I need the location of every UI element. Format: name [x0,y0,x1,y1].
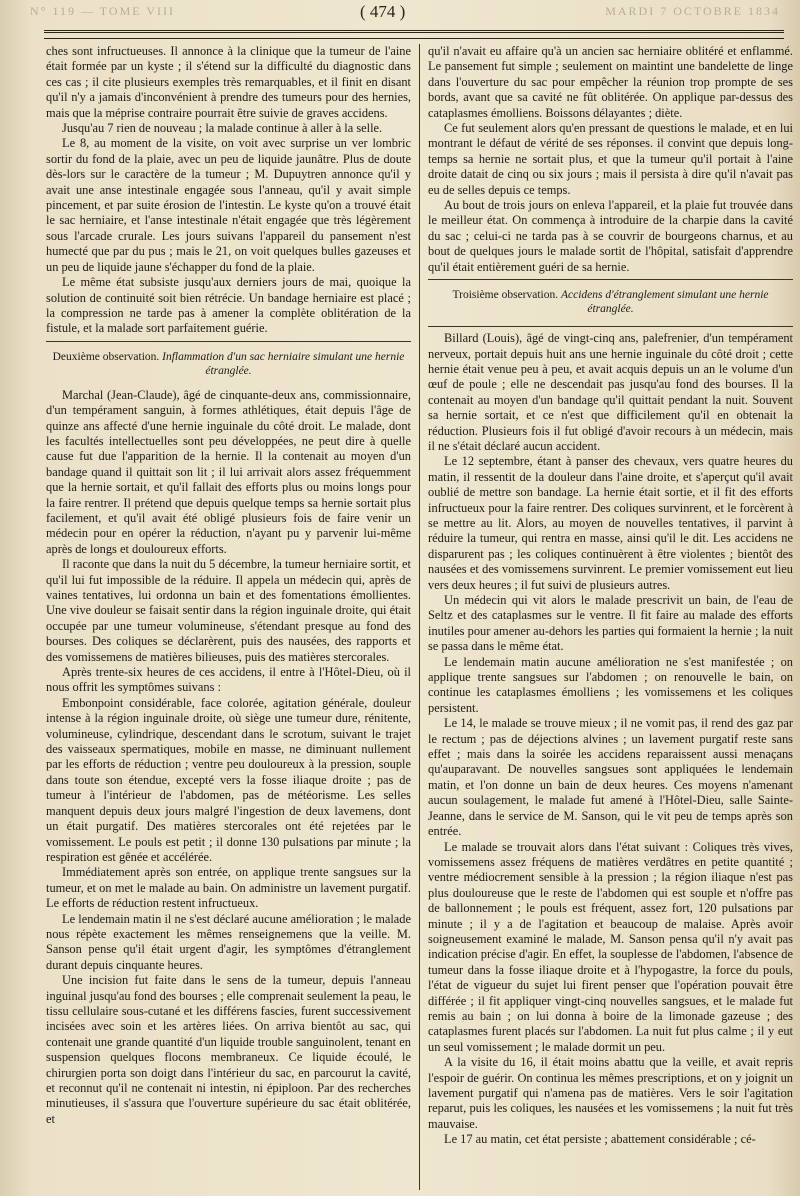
observation-title: Inflammation d'un sac herniaire simulant une hernie étranglée. [162,350,405,377]
observation-label: Deuxième observation. [52,350,163,363]
paragraph: Le malade se trouvait alors dans l'état suivant : Coliques très vives, vomissemens assez fréquens de matières verdâtres en petite quantité ; ventre médiocrement sensible à la pression ; la région iliaque n'est pas plus douloureuse que le reste de l'abdomen qui est souple et n'offre pas de ballonnement ; le pouls est fréquent, assez fort, 120 pulsations par minute ; il y a de l'agitation et beaucoup de malaise. Après avoir soigneusement examiné le malade, M. Sanson pensa qu'il n'y avait pas indication précise d'agir. En effet, la souplesse de l'abdomen, l'absence de tumeur dans la fosse iliaque droite et à l'hypogastre, la force du pouls, l'état de vigueur du sujet lui firent penser que l'opération pouvait être différée ; il fit appliquer vingt-cinq nouvelles sangsues, et le malade fut remis au bain ; on lui donna à boire de la limonade gazeuse ; des cataplasmes furent placés sur l'abdomen. La nuit fut plus calme ; il y eut un seul vomissement ; le malade dormit un peu. [428,839,793,1054]
observation-label: Troisième observation. [452,289,561,302]
section-rule [46,341,411,342]
paragraph: Le lendemain matin il ne s'est déclaré aucune amélioration ; le malade nous répète exactement les mêmes renseignemens que la veille. M. Sanson pense qu'il était urgent d'agir, les symptômes d'étranglement durant depuis cinquante heures. [46,911,411,972]
paragraph: Billard (Louis), âgé de vingt-cinq ans, palefrenier, d'un tempérament nerveux, portait depuis huit ans une hernie inguinale du côté droit ; cette hernie était venue peu à peu, et avait acquis depuis un an le volume d'un œuf de poule ; elle ne descendait pas jusqu'au fond des bourses. Il la contenait au moyen d'un bandage qu'il quittait pendant la nuit. Souvent sa hernie sortait, et ce n'est que difficilement qu'il en obtenait la réduction. Plusieurs fois il fut obligé d'avoir recours à un médecin, mais il ne s'était déclaré aucun accident. [428,331,793,453]
paragraph: Le 8, au moment de la visite, on voit avec surprise un ver lombric sortir du fond de la plaie, avec un peu de liquide jaunâtre. Plus de doute dès-lors sur le caractère de la tumeur ; M. Dupuytren annonce qu'il y avait une anse intestinale engagée sous l'anneau, qu'il y avait simple pincement, et par suite érosion de l'intestin. Le kyste qu'on a trouvé était le sac herniaire, et l'anse intestinale n'était engagée que très légèrement sous l'arcade crurale. Les jours suivans l'appareil du pansement n'est humecté que par du pus ; mais le 21, on voit quelques bulles gazeuses et un peu de liquide jaune s'échapper du fond de la plaie. [46,136,411,274]
paragraph: Marchal (Jean-Claude), âgé de cinquante-deux ans, commissionnaire, d'un tempérament sanguin, à formes athlétiques, était depuis l'âge de quinze ans affecté d'une hernie inguinale du côté droit. Le malade, dont les facultés intellectuelles sont peu développées, ne peut dire à quelle cause fut due l'apparition de la hernie. Il la contenait au moyen d'un bandage quand il quittait son lit ; il lui arrivait alors assez fréquemment que la hernie sortait, et qu'il fallait des efforts plus ou moins longs pour la faire rentrer. Il prétend que depuis quelque temps sa hernie sortait plus facilement, et qu'il avait été obligé plusieurs fois de faire venir un médecin pour en opérer la réduction, n'ayant pu y parvenir lui-même après de longs et douloureux efforts. [46,387,411,556]
paragraph: ches sont infructueuses. Il annonce à la clinique que la tumeur de l'aine était formée par un kyste ; il s'étend sur la difficulté du diagnostic dans ces cas ; il cite plusieurs exemples très remarquables, et il finit en disant qu'il n'y a jamais d'inconvénient à prendre des tumeurs pour des hernies, mais que la méprise contraire pourrait être suivie de graves accidens. [46,44,411,120]
paragraph: Il raconte que dans la nuit du 5 décembre, la tumeur herniaire sortit, et qu'il lui fut impossible de la réduire. Il appela un médecin qui, après de vaines tentatives, lui ordonna un bain et des fomentations émollientes. Une vive douleur se faisait sentir dans la région inguinale droite, qui était occupée par une tumeur volumineuse, s'étendant presque au fond des bourses. Des coliques se déclarèrent, puis des nausées, des rapports et des vomissemens de matières bilieuses, puis des matières stercorales. [46,557,411,664]
running-head-right: MARDI 7 OCTOBRE 1834 [605,4,780,18]
running-head-left: N° 119 — TOME VIII [30,4,176,18]
section-rule [428,279,793,280]
paragraph: A la visite du 16, il était moins abattu que la veille, et avait repris l'espoir de guérir. On continua les mêmes prescriptions, et on y joignit un lavement purgatif qui n'amena pas de matières. Vers le soir l'agitation reparut, puis les coliques, les nausées et les vomissemens ; la nuit fut très mauvaise. [428,1055,793,1131]
observation-heading [46,350,411,378]
paragraph: Le 14, le malade se trouve mieux ; il ne vomit pas, il rend des gaz par le rectum ; pas de déjections alvines ; un lavement purgatif reste sans effet ; mais dans la soirée les accidens reparaissent aussi menaçans qu'auparavant. De nouvelles sangsues sont appliquées le lendemain matin, et l'on donne un bain de deux heures. Ces moyens n'amenant aucun soulagement, le malade fut amené à l'Hôtel-Dieu, salle Sainte-Jeanne, dans le service de M. Sanson, qui le vit peu de temps après son entrée. [428,716,793,839]
right-column [428,44,793,1190]
paragraph: Le même état subsiste jusqu'aux derniers jours de mai, quoique la solution de continuité soit bien rétrécie. Un bandage herniaire est placé ; la compression ne tarde pas à amener la complète oblitération de la fistule, et la malade sort parfaitement guérie. [46,275,411,336]
left-column [46,44,411,1190]
paragraph: Jusqu'au 7 rien de nouveau ; la malade continue à aller à la selle. [62,121,383,136]
paragraph: Au bout de trois jours on enleva l'appareil, et la plaie fut trouvée dans le meilleur état. On commença à introduire de la charpie dans la cavité du sac ; celui-ci ne tarda pas à se couvrir de bourgeons charnus, et au bout de quelques jours le malade sortit de l'hôpital, satisfait d'apprendre qu'il était entièrement guéri de sa hernie. [428,198,793,274]
page-number: ( 474 ) [360,2,406,21]
paragraph: Embonpoint considérable, face colorée, agitation générale, douleur intense à la région inguinale droite, où siège une tumeur dure, rénitente, volumineuse, cylindrique, descendant dans le scrotum, suivant le trajet des vaisseaux spermatiques, mobile en masse, ne diminuant nullement par les efforts de réduction ; ventre peu douloureux à la pression, souple dans toute son étendue, excepté vers la fosse iliaque droite ; pas de tumeur à l'intérieur de l'abdomen, pas de météorisme. Les selles manquent depuis deux jours malgré l'ingestion de deux lavemens, dont un était purgatif. Des matières stercorales ont été rejetées par le vomissement. Le pouls est petit ; il donne 130 pulsations par minute ; la respiration est gênée et accélérée. [46,695,411,864]
paragraph: Immédiatement après son entrée, on applique trente sangsues sur la tumeur, et on met le malade au bain. On administre un lavement purgatif. Le efforts de réduction restent infructueux. [46,865,411,911]
paragraph: Après trente-six heures de ces accidens, il entre à l'Hôtel-Dieu, où il nous offrit les symptômes suivans : [46,665,411,695]
column-divider [419,44,420,1190]
header-rule [44,30,784,39]
section-rule [428,326,793,327]
paragraph: Une incision fut faite dans le sens de la tumeur, depuis l'anneau inguinal jusqu'au fond des bourses ; elle comprenait seulement la peau, le tissu cellulaire sous-cutané et les différens fascies, furent successivement incisées avec soin et les artères liées. On arriva bientôt au sac, qui contenait une grande quantité d'un liquide trouble sanguinolent, tenant en suspension quelques flocons membraneux. Ce liquide écoulé, le chirurgien porta son doigt dans l'intérieur du sac, en parcourut la cavité, et reconnut qu'il ne contenait ni intestin, ni épiploon. Par des recherches minutieuses, il s'assura que l'ouverture supérieure du sac était oblitérée, et [46,973,411,1126]
paragraph: qu'il n'avait eu affaire qu'à un ancien sac herniaire oblitéré et enflammé. Le pansement fut simple ; seulement on maintint une bandelette de linge dans l'ouverture du sac pour empêcher la réunion trop prompte de ses bords, avant que sa cavité ne fût oblitérée. On applique par-dessus des cataplasmes émolliens. Boissons délayantes ; diète. [428,44,793,120]
paragraph: Le 17 au matin, cet état persiste ; abattement considérable ; cé- [444,1132,756,1147]
paragraph: Ce fut seulement alors qu'en pressant de questions le malade, et en lui montrant le défaut de vérité de ses réponses. il convint que depuis long-temps sa hernie ne sortait plus, et que la tumeur qu'il portait à l'aine droite datait de cinq ou six jours ; mais il persista à dire qu'il n'avait pas eu de selles depuis ce temps. [428,121,793,197]
observation-heading [428,288,793,316]
text-columns [46,44,796,1190]
paragraph: Le lendemain matin aucune amélioration ne s'est manifestée ; on applique trente sangsues sur l'abdomen ; on renouvelle le bain, on continue les cataplasmes émolliens ; les vomissemens et les coliques persistent. [428,654,793,715]
paragraph: Un médecin qui vit alors le malade prescrivit un bain, de l'eau de Seltz et des cataplasmes sur le ventre. Il fit faire au malade des efforts inutiles pour amener au-dehors les parties qui formaient la hernie ; la nuit se passa dans le même état. [428,593,793,654]
observation-title: Accidens d'étranglement simulant une hernie étranglée. [561,289,769,316]
paragraph: Le 12 septembre, étant à panser des chevaux, vers quatre heures du matin, il ressentit de la douleur dans l'aine droite, et s'aperçut qu'il avait oublié de mettre son bandage. La hernie était sortie, et il fit des efforts infructueux pour la faire rentrer. Des coliques survinrent, et le forcèrent à se mettre au lit. Alors, au moyen de nouvelles tentatives, il parvint à réduire la tumeur, qui rentra en masse, ainsi qu'il le dit. Les accidens ne disparurent pas ; les coliques continuèrent à être violentes ; bientôt des nausées et des vomissemens survinrent. Le premier vomissement eut lieu vers deux heures ; il fut suivi de plusieurs autres. [428,454,793,592]
